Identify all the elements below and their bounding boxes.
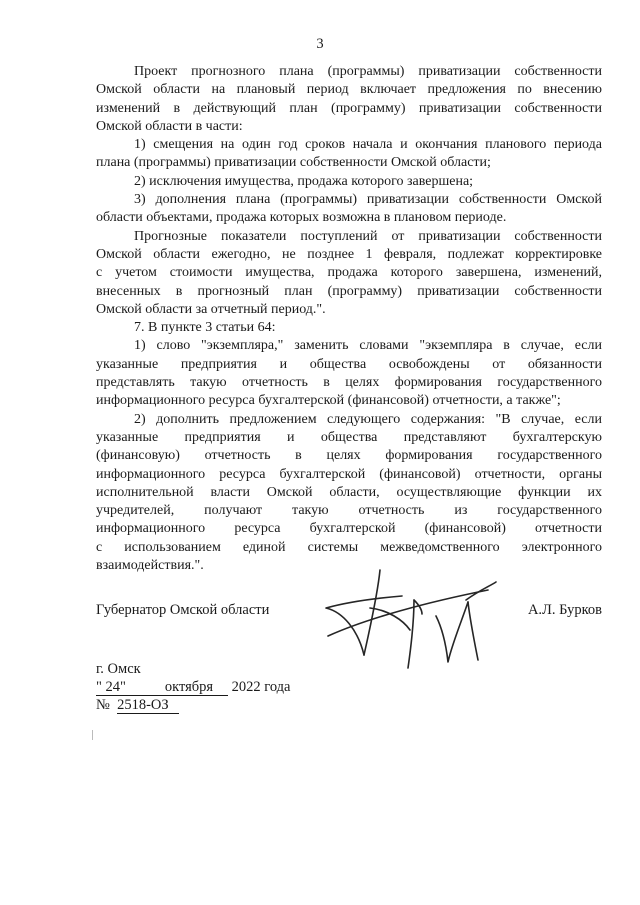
paragraph-line: учредителей, получают такую отчетность из государственного (96, 503, 602, 519)
city-line: г. Омск (96, 661, 141, 677)
date-year: 2022 года (231, 679, 291, 695)
paragraph-line: представлять такую отчетность в целях формирования государственного (96, 375, 602, 391)
paragraph-line: области объектами, продажа которых возможна в плановом периоде. (96, 210, 507, 226)
paragraph-line: указанные предприятия и общества освобождены от обязанности (96, 356, 602, 372)
paragraph-line: Омской области ежегодно, не позднее 1 февраля, подлежат корректировке (96, 246, 602, 262)
paragraph-line: исполнительной власти Омской области, осуществляющие функции их (96, 484, 602, 500)
paragraph-line: 1) смещения на один год сроков начала и окончания планового периода (134, 137, 602, 153)
paragraph-line: (финансовую) отчетность в целях формирования государственного (96, 448, 602, 464)
date-day: 24 (105, 679, 121, 695)
paragraph-line: информационного ресурса бухгалтерской (финансовой) отчетности, органы (96, 466, 602, 482)
date-close-quote: " (120, 679, 126, 695)
date-line (96, 678, 290, 696)
page-number: 3 (316, 36, 324, 52)
paragraph-line: 2) дополнить предложением следующего содержания: "В случае, если (134, 411, 602, 427)
paragraph-line: взаимодействия.". (96, 558, 204, 574)
paragraph-line: 7. В пункте 3 статьи 64: (134, 320, 276, 336)
date-open-quote: " (96, 679, 102, 695)
paragraph-line: внесенных в прогнозный план (программу) приватизации собственности (96, 283, 602, 299)
paragraph-line: указанные предприятия и общества представляют бухгалтерскую (96, 429, 602, 445)
law-number: 2518-ОЗ (117, 697, 169, 713)
paragraph-line: Омской области на плановый период включает предложения по внесению (96, 82, 602, 98)
scan-artifact (92, 730, 93, 740)
number-sign: № (96, 697, 110, 713)
paragraph-line: 1) слово "экземпляра," заменить словами "экземпляра в случае, если (134, 338, 602, 354)
paragraph-line: с учетом стоимости имущества, продажа которого завершена, изменений, (96, 265, 602, 281)
paragraph-line: 2) исключения имущества, продажа которого завершена; (134, 173, 474, 189)
paragraph-line: информационного ресурса бухгалтерской (финансовой) отчетности (96, 521, 602, 537)
date-place-block (96, 660, 290, 714)
date-month: октября (164, 679, 214, 695)
paragraph-line: Проект прогнозного плана (программы) приватизации собственности (134, 64, 602, 79)
handwritten-signature (318, 560, 518, 688)
paragraph-line: изменений в действующий план (программу) приватизации собственности (96, 100, 602, 116)
paragraph-line: 3) дополнения плана (программы) приватизации собственности Омской (134, 192, 602, 208)
signatory-title: Губернатор Омской области (96, 602, 270, 618)
number-line (96, 696, 290, 714)
paragraph-line: плана (программы) приватизации собственности Омской области; (96, 155, 491, 171)
paragraph-line: с использованием единой системы межведомственного электронного (96, 539, 602, 555)
paragraph-line: Омской области за отчетный период.". (96, 301, 326, 317)
paragraph-line: Прогнозные показатели поступлений от приватизации собственности (134, 228, 602, 244)
paragraph-line: информационного ресурса бухгалтерской (финансовой) отчетности, а также"; (96, 393, 561, 409)
signatory-name: А.Л. Бурков (527, 602, 602, 618)
document-body (96, 63, 602, 575)
paragraph-line: Омской области в части: (96, 118, 243, 134)
